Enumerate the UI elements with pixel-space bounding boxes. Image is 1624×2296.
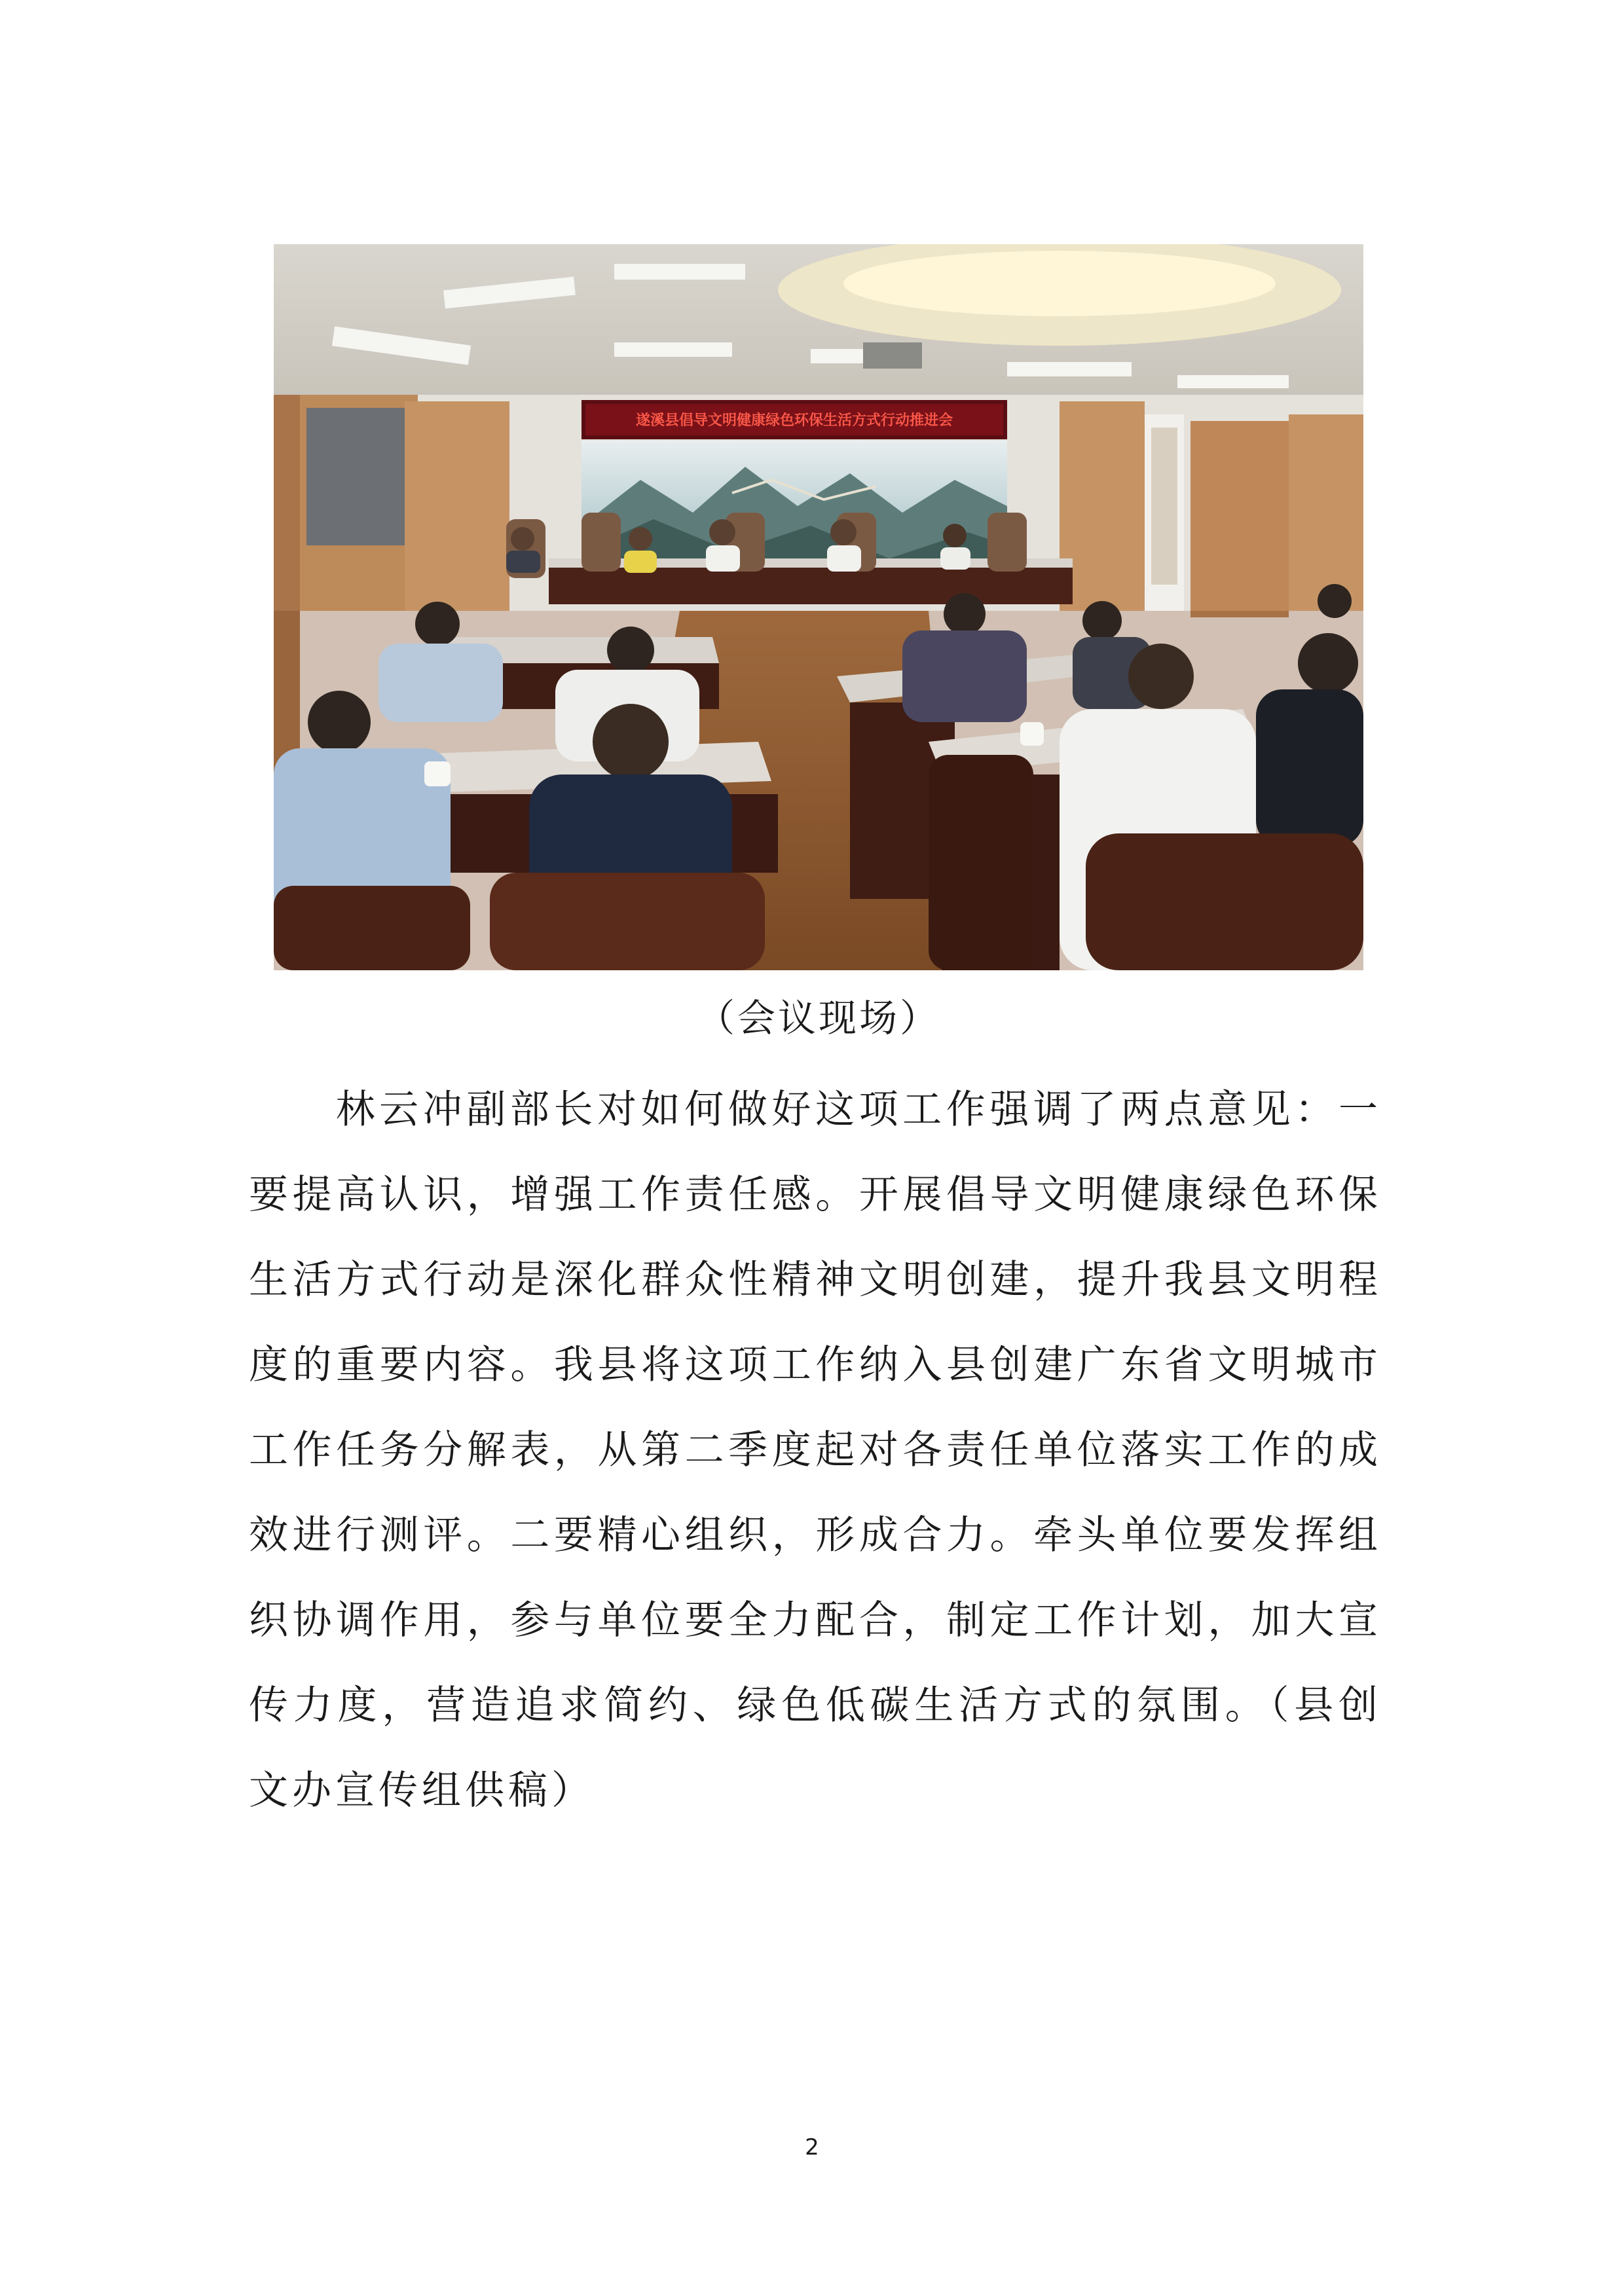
body-paragraph xyxy=(249,1067,1382,1833)
meeting-photo xyxy=(274,244,1363,970)
banner-text: 遂溪县倡导文明健康绿色环保生活方式行动推进会 xyxy=(635,412,953,429)
photo-caption: （会议现场） xyxy=(696,996,940,1040)
body-paragraph-text: 林云冲副部长对如何做好这项工作强调了两点意见：一要提高认识，增强工作责任感。开展倡导文明健康绿色环保生活方式行动是深化群众性精神文明创建，提升我县文明程度的重要内容。我县将这项工作纳入县创建广东省文明城市工作任务分解表，从第二季度起对各责任单位落实工作的成效进行测评。二要精心组织，形成合力。牵头单位要发挥组织协调作用，参与单位要全力配合，制定工作计划，加大宣传力度，营造追求简约、绿色低碳生活方式的氛围。（县创文办宣传组供稿） xyxy=(249,1087,1382,1813)
page-number: 2 xyxy=(805,2134,819,2160)
